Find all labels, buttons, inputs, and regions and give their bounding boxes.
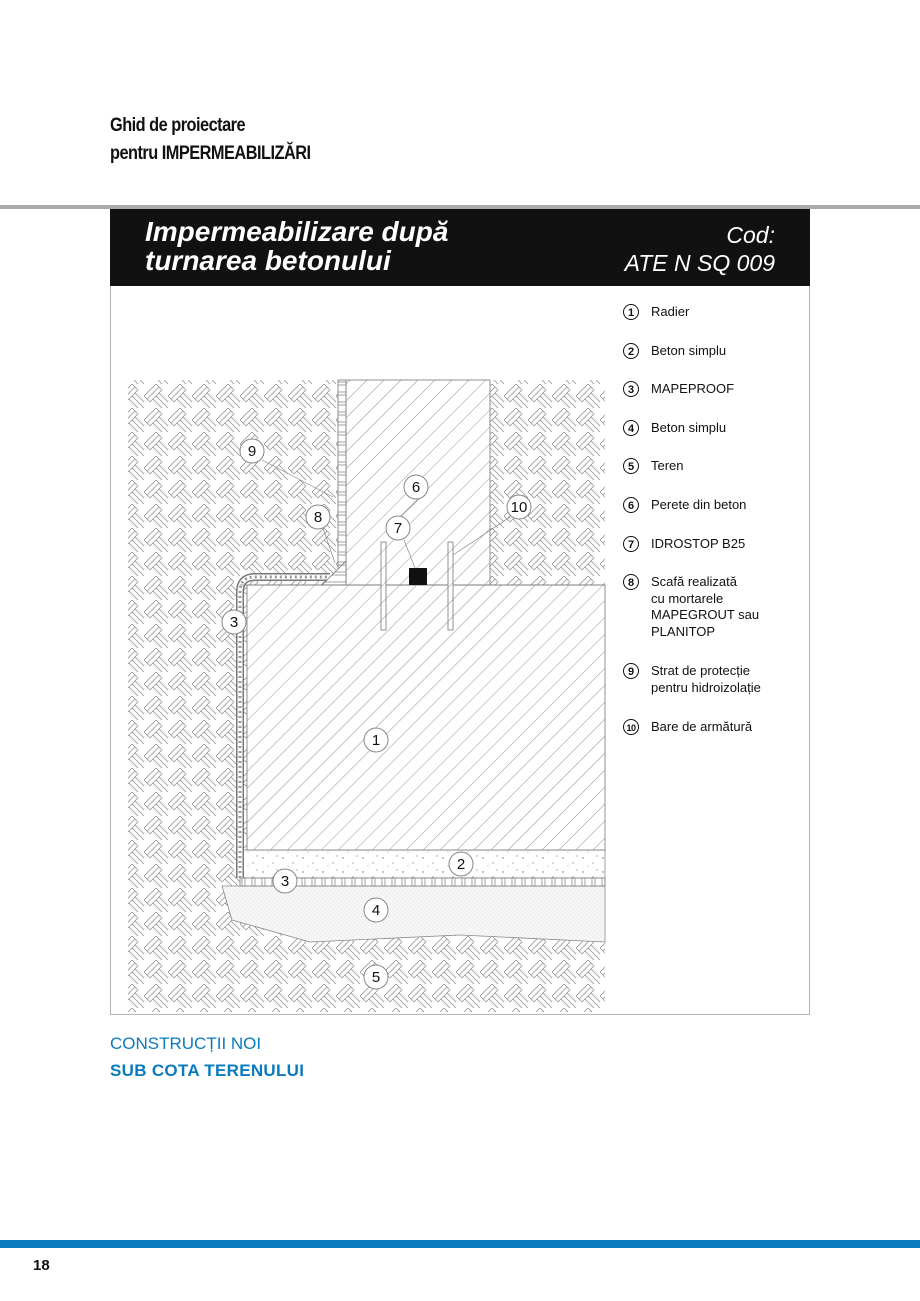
legend-number-badge: 6 bbox=[623, 497, 639, 513]
lean-concrete-layer-4 bbox=[222, 886, 605, 942]
legend-label bbox=[651, 458, 684, 475]
legend-item-8 bbox=[623, 574, 759, 640]
legend-label-line: Perete din beton bbox=[651, 497, 747, 512]
legend-number-badge: 3 bbox=[623, 381, 639, 397]
callout-3-side-label: 3 bbox=[229, 614, 239, 631]
legend-label-line: IDROSTOP B25 bbox=[651, 536, 746, 551]
footer-bar bbox=[0, 1240, 920, 1248]
legend-label-line: PLANITOP bbox=[651, 623, 716, 639]
callout-3-bottom bbox=[273, 869, 297, 893]
callout-9 bbox=[240, 439, 264, 463]
raft-foundation bbox=[247, 585, 605, 850]
callout-8-label: 8 bbox=[313, 509, 323, 526]
legend-number-badge: 2 bbox=[623, 343, 639, 359]
callout-9-label: 9 bbox=[247, 443, 257, 460]
callout-10 bbox=[507, 495, 531, 519]
guide-title-line2: pentru IMPERMEABILIZĂRI bbox=[110, 143, 311, 164]
callout-4 bbox=[364, 898, 388, 922]
callout-3-bottom-label: 3 bbox=[280, 873, 290, 890]
idrostop-waterstop bbox=[409, 568, 427, 585]
legend-label-line: Radier bbox=[651, 304, 690, 319]
callout-2-label: 2 bbox=[456, 856, 466, 873]
legend-item-3 bbox=[623, 381, 734, 398]
legend-label bbox=[651, 343, 726, 360]
protection-layer-wall bbox=[338, 380, 346, 575]
legend-label bbox=[651, 663, 761, 696]
legend-number-badge: 8 bbox=[623, 574, 639, 590]
legend-item-10 bbox=[623, 719, 752, 736]
legend-number-badge: 5 bbox=[623, 458, 639, 474]
callout-1 bbox=[364, 728, 388, 752]
legend-item-4 bbox=[623, 420, 726, 437]
code-label: Cod: bbox=[726, 222, 775, 248]
legend-label-line: pentru hidroizolație bbox=[651, 679, 761, 695]
legend-number-badge: 9 bbox=[623, 663, 639, 679]
legend-item-6 bbox=[623, 497, 746, 514]
callout-8 bbox=[306, 505, 330, 529]
legend-label-line: Strat de protecție bbox=[651, 663, 750, 678]
legend-number-badge: 1 bbox=[623, 304, 639, 320]
code-value: ATE N SQ 009 bbox=[624, 250, 775, 276]
legend-item-5 bbox=[623, 458, 684, 475]
legend-label-line: cu mortarele bbox=[651, 590, 724, 606]
legend-label bbox=[651, 574, 759, 640]
callout-3-side bbox=[222, 610, 246, 634]
callout-4-label: 4 bbox=[371, 902, 381, 919]
section-subcategory: SUB COTA TERENULUI bbox=[110, 1061, 305, 1080]
callout-6-label: 6 bbox=[411, 479, 421, 496]
legend-item-2 bbox=[623, 343, 726, 360]
legend-item-1 bbox=[623, 304, 689, 321]
legend-label bbox=[651, 719, 752, 736]
guide-title-line1: Ghid de proiectare bbox=[110, 115, 246, 136]
legend-label-line: Beton simplu bbox=[651, 420, 727, 435]
rebar-left bbox=[381, 542, 386, 630]
legend-number-badge: 10 bbox=[623, 719, 639, 735]
section-category: CONSTRUCȚII NOI bbox=[110, 1034, 262, 1053]
legend-label-line: Bare de armătură bbox=[651, 719, 753, 734]
legend-label-line: MAPEGROUT sau bbox=[651, 607, 760, 622]
legend-label-line: Scafă realizată bbox=[651, 574, 737, 589]
legend-label bbox=[651, 304, 689, 321]
callout-1-label: 1 bbox=[371, 732, 381, 749]
callout-5-label: 5 bbox=[371, 969, 381, 986]
legend-number-badge: 7 bbox=[623, 536, 639, 552]
legend-item-7 bbox=[623, 536, 745, 553]
callout-7 bbox=[386, 516, 410, 540]
detail-title-line1: Impermeabilizare după bbox=[145, 216, 449, 247]
page-number: 18 bbox=[33, 1257, 50, 1274]
legend-label bbox=[651, 536, 745, 553]
legend-label-line: Teren bbox=[651, 458, 684, 473]
legend-label bbox=[651, 381, 734, 398]
callout-10-label: 10 bbox=[510, 499, 528, 516]
legend-number-badge: 4 bbox=[623, 420, 639, 436]
legend-label-line: MAPEPROOF bbox=[651, 381, 735, 396]
detail-title-line2: turnarea betonului bbox=[145, 245, 391, 276]
callout-2 bbox=[449, 852, 473, 876]
rebar-right bbox=[448, 542, 453, 630]
legend-label-line: Beton simplu bbox=[651, 343, 727, 358]
callout-6 bbox=[404, 475, 428, 499]
legend-label bbox=[651, 497, 746, 514]
callout-5 bbox=[364, 965, 388, 989]
legend-label bbox=[651, 420, 726, 437]
callout-7-label: 7 bbox=[393, 520, 403, 537]
legend-item-9 bbox=[623, 663, 761, 696]
